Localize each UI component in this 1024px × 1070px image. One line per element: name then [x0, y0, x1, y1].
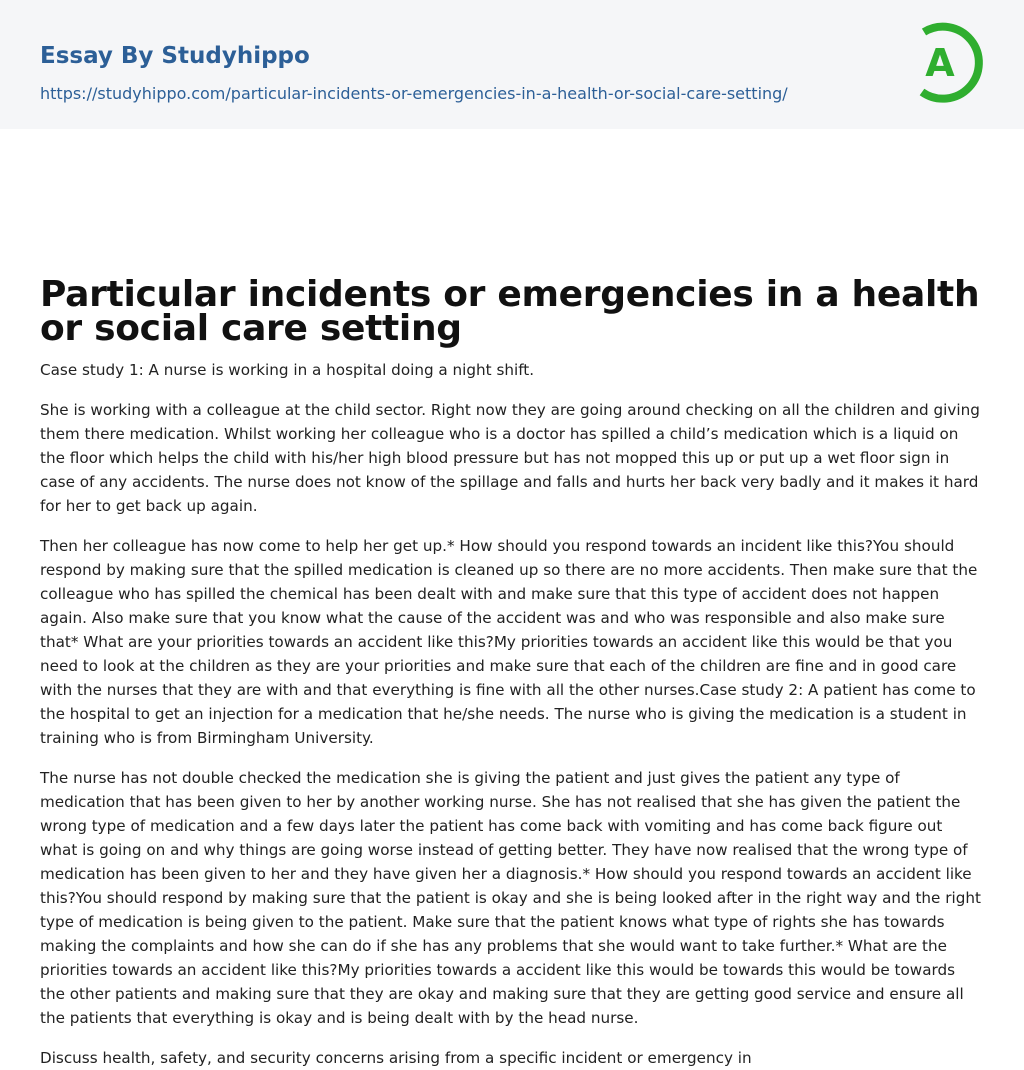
page-title: Particular incidents or emergencies in a health or social care setting [40, 274, 980, 349]
paragraph: The nurse has not double checked the medication she is giving the patient and just gives the patient any type of medication that has been given to her by another working nurse. She has not realised that she has given the patient the wrong type of medication and a few days later the patient has come back with vomiting and has come back figure out what is going on and why things are going worse instead of getting better. They have now realised that the wrong type of medication has been given to her and they have given her a diagnosis.* How should you respond towards an accident like this?You should respond by making sure that the patient is okay and she is being looked after in the right way and the right type of medication is being given to the patient. Make sure that the patient knows what type of rights she has towards making the complaints and how she can do if she has any problems that she would want to take further.* What are the priorities towards an accident like this?My priorities towards a accident like this would be towards this would be towards the other patients and making sure that they are okay and making sure that they are getting good service and ensure all the patients that everything is okay and is being dealt with by the head nurse. [40, 769, 981, 1027]
site-header [0, 0, 1024, 129]
letter-a-logo-icon[interactable] [908, 18, 988, 106]
source-url-link[interactable]: https://studyhippo.com/particular-incidents-or-emergencies-in-a-health-or-social-care-setting/ [40, 84, 788, 103]
logo-letter: A [925, 41, 955, 85]
paragraph: Case study 1: A nurse is working in a hospital doing a night shift. [40, 361, 535, 379]
paragraph: She is working with a colleague at the child sector. Right now they are going around checking on all the children and giving them there medication. Whilst working her colleague who is a doctor has spilled a child’s medication which is a liquid on the floor which helps the child with his/her high blood pressure but has not mopped this up or put up a wet floor sign in case of any accidents. The nurse does not know of the spillage and falls and hurts her back very badly and it makes it hard for her to get back up again. [40, 401, 980, 515]
article [0, 129, 1024, 1070]
paragraph: Then her colleague has now come to help her get up.* How should you respond towards an incident like this?You should respond by making sure that the spilled medication is cleaned up so there are no more accidents. Then make sure that the colleague who has spilled the chemical has been dealt with and make sure that this type of accident does not happen again. Also make sure that you know what the cause of the accident was and who was responsible and also make sure that* What are your priorities towards an accident like this?My priorities towards an accident like this would be that you need to look at the children as they are your priorities and make sure that each of the children are fine and in good care with the nurses that they are with and that everything is fine with all the other nurses.Case study 2: A patient has come to the hospital to get an injection for a medication that he/she needs. The nurse who is giving the medication is a student in training who is from Birmingham University. [40, 537, 978, 747]
brand-title[interactable]: Essay By Studyhippo [40, 43, 310, 69]
paragraph: Discuss health, safety, and security concerns arising from a specific incident or emergency in [40, 1049, 752, 1067]
